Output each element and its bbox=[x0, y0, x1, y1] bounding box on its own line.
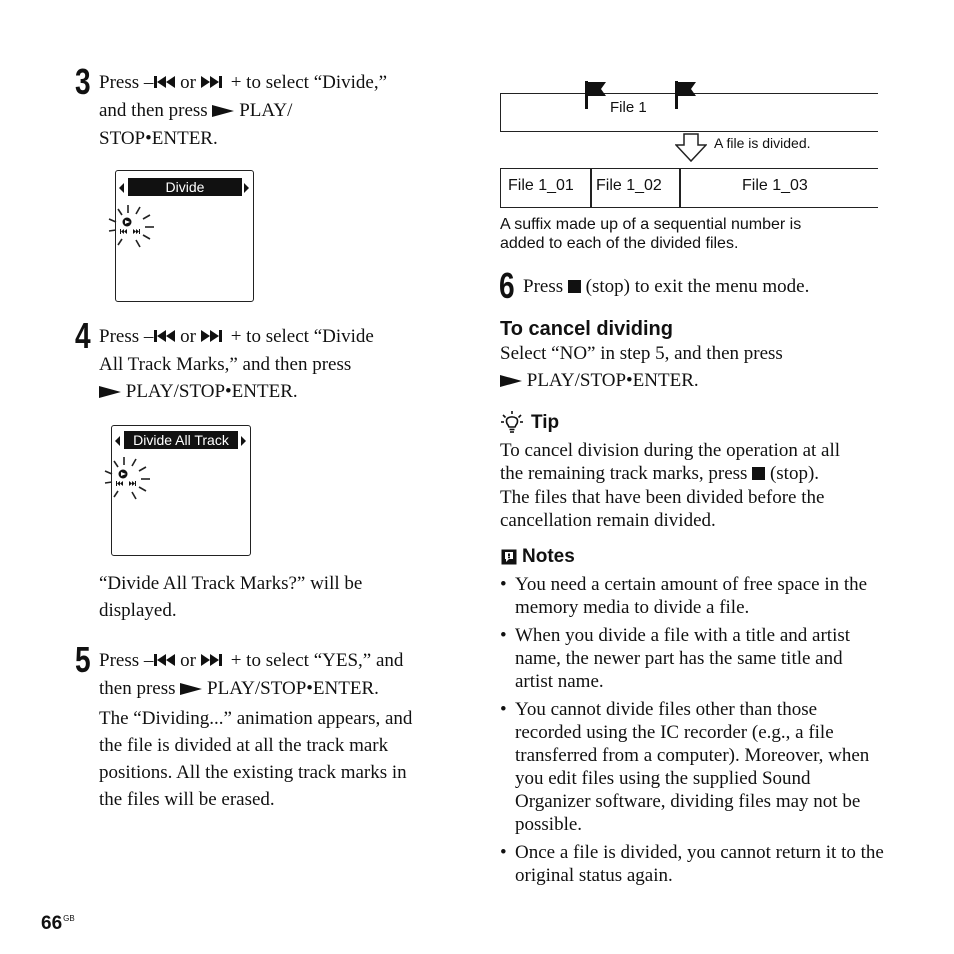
tip-text bbox=[500, 439, 880, 532]
next-track-icon bbox=[201, 648, 231, 675]
file-part-label: File 1_03 bbox=[742, 177, 808, 194]
step-text-line: STOP•ENTER. bbox=[99, 128, 218, 149]
play-icon bbox=[99, 379, 121, 406]
step-4-text bbox=[99, 323, 469, 406]
stop-icon bbox=[568, 274, 581, 301]
step-4-result bbox=[99, 570, 469, 624]
display-menu-label: Divide bbox=[128, 178, 242, 196]
list-item bbox=[500, 624, 885, 693]
divider bbox=[679, 169, 681, 207]
prev-track-icon bbox=[153, 70, 175, 97]
step-text-segment: PLAY/ bbox=[234, 100, 293, 121]
step-text-segment: or bbox=[175, 72, 201, 93]
notes-heading: Notes bbox=[522, 546, 575, 567]
left-arrow-icon bbox=[115, 436, 120, 446]
step-6-text bbox=[523, 273, 883, 301]
step-text-segment: and then press bbox=[99, 100, 213, 121]
files-after-box bbox=[500, 168, 878, 208]
body-line: cancellation remain divided. bbox=[500, 510, 716, 531]
play-icon bbox=[212, 98, 234, 125]
body-line: positions. All the existing track marks in bbox=[99, 762, 407, 783]
file-before-label: File 1 bbox=[610, 99, 647, 116]
step-5-text bbox=[99, 647, 469, 703]
next-track-icon bbox=[201, 70, 231, 97]
body-line: the files will be erased. bbox=[99, 789, 275, 810]
step-3-text bbox=[99, 69, 469, 152]
right-arrow-icon bbox=[241, 436, 246, 446]
divider bbox=[590, 169, 592, 207]
note-text: You need a certain amount of free space in the memory media to divide a file. bbox=[515, 574, 868, 618]
play-icon bbox=[500, 368, 522, 395]
caption-line: added to each of the divided files. bbox=[500, 235, 739, 252]
step-text-segment: + to select “YES,” and bbox=[230, 650, 404, 671]
tip-heading: Tip bbox=[531, 412, 560, 433]
right-arrow-icon bbox=[244, 183, 249, 193]
lightbulb-icon bbox=[500, 410, 524, 434]
step-number: 5 bbox=[75, 639, 91, 680]
blinking-indicator-icon bbox=[106, 201, 166, 253]
track-mark-flag-icon bbox=[584, 80, 608, 110]
file-divide-diagram bbox=[500, 78, 878, 210]
prev-track-icon bbox=[153, 648, 175, 675]
list-item bbox=[500, 841, 885, 887]
step-text-segment: or bbox=[175, 326, 201, 347]
step-text-segment: or bbox=[175, 650, 201, 671]
body-line: The files that have been divided before the bbox=[500, 487, 825, 508]
step-text-line: All Track Marks,” and then press bbox=[99, 354, 352, 375]
stop-icon bbox=[752, 463, 765, 486]
caption-line: A suffix made up of a sequential number is bbox=[500, 216, 802, 233]
step-number: 3 bbox=[75, 61, 91, 102]
step-text-line: “Divide All Track Marks?” will be bbox=[99, 573, 363, 594]
body-line: the remaining track marks, press bbox=[500, 463, 753, 484]
page-number-value: 66 bbox=[41, 913, 63, 934]
page-number bbox=[41, 908, 75, 935]
body-line: (stop). bbox=[765, 463, 820, 484]
step-number: 4 bbox=[75, 315, 91, 356]
notes-list bbox=[500, 573, 885, 887]
next-track-icon bbox=[201, 324, 231, 351]
down-arrow-icon bbox=[675, 133, 707, 163]
note-text: Once a file is divided, you cannot return it to the original status again. bbox=[515, 842, 884, 886]
note-text: When you divide a file with a title and artist name, the newer part has the same title and artist name. bbox=[515, 625, 851, 692]
diagram-caption bbox=[500, 215, 880, 253]
body-line: The “Dividing...” animation appears, and bbox=[99, 708, 413, 729]
left-arrow-icon bbox=[119, 183, 124, 193]
body-line: PLAY/STOP•ENTER. bbox=[522, 370, 699, 391]
region-code: GB bbox=[63, 914, 75, 923]
step-text-segment: PLAY/STOP•ENTER. bbox=[202, 678, 379, 699]
body-line: To cancel division during the operation at all bbox=[500, 440, 841, 461]
file-part-label: File 1_01 bbox=[508, 177, 574, 194]
note-icon bbox=[501, 549, 517, 565]
step-5-body bbox=[99, 705, 469, 813]
step-text-segment: Press – bbox=[99, 650, 154, 671]
step-text-segment: Press bbox=[523, 276, 568, 297]
step-text-line: displayed. bbox=[99, 600, 177, 621]
blinking-indicator-icon bbox=[102, 453, 162, 505]
device-display bbox=[115, 170, 254, 302]
file-part-label: File 1_02 bbox=[596, 177, 662, 194]
note-text: You cannot divide files other than those recorded using the IC recorder (e.g., a file transferred from a computer). Moreover, when you edit files using the supplied Sound Organizer software, dividing files may not be possible. bbox=[515, 699, 870, 835]
step-text-segment: Press – bbox=[99, 72, 154, 93]
step-text-segment: Press – bbox=[99, 326, 154, 347]
list-item bbox=[500, 573, 885, 619]
display-menu-label: Divide All Track bbox=[124, 431, 238, 449]
list-item bbox=[500, 698, 885, 836]
divided-note: A file is divided. bbox=[714, 135, 811, 151]
step-text-segment: PLAY/STOP•ENTER. bbox=[121, 381, 298, 402]
prev-track-icon bbox=[153, 324, 175, 351]
cancel-heading: To cancel dividing bbox=[500, 318, 673, 340]
step-text-segment: + to select “Divide bbox=[230, 326, 374, 347]
body-line: the file is divided at all the track mark bbox=[99, 735, 389, 756]
track-mark-flag-icon bbox=[674, 80, 698, 110]
device-display bbox=[111, 425, 251, 556]
step-text-segment: + to select “Divide,” bbox=[230, 72, 388, 93]
body-line: Select “NO” in step 5, and then press bbox=[500, 343, 783, 364]
play-icon bbox=[180, 676, 202, 703]
cancel-text bbox=[500, 340, 880, 395]
step-text-segment: (stop) to exit the menu mode. bbox=[580, 276, 810, 297]
step-number: 6 bbox=[499, 265, 515, 306]
step-text-segment: then press bbox=[99, 678, 181, 699]
